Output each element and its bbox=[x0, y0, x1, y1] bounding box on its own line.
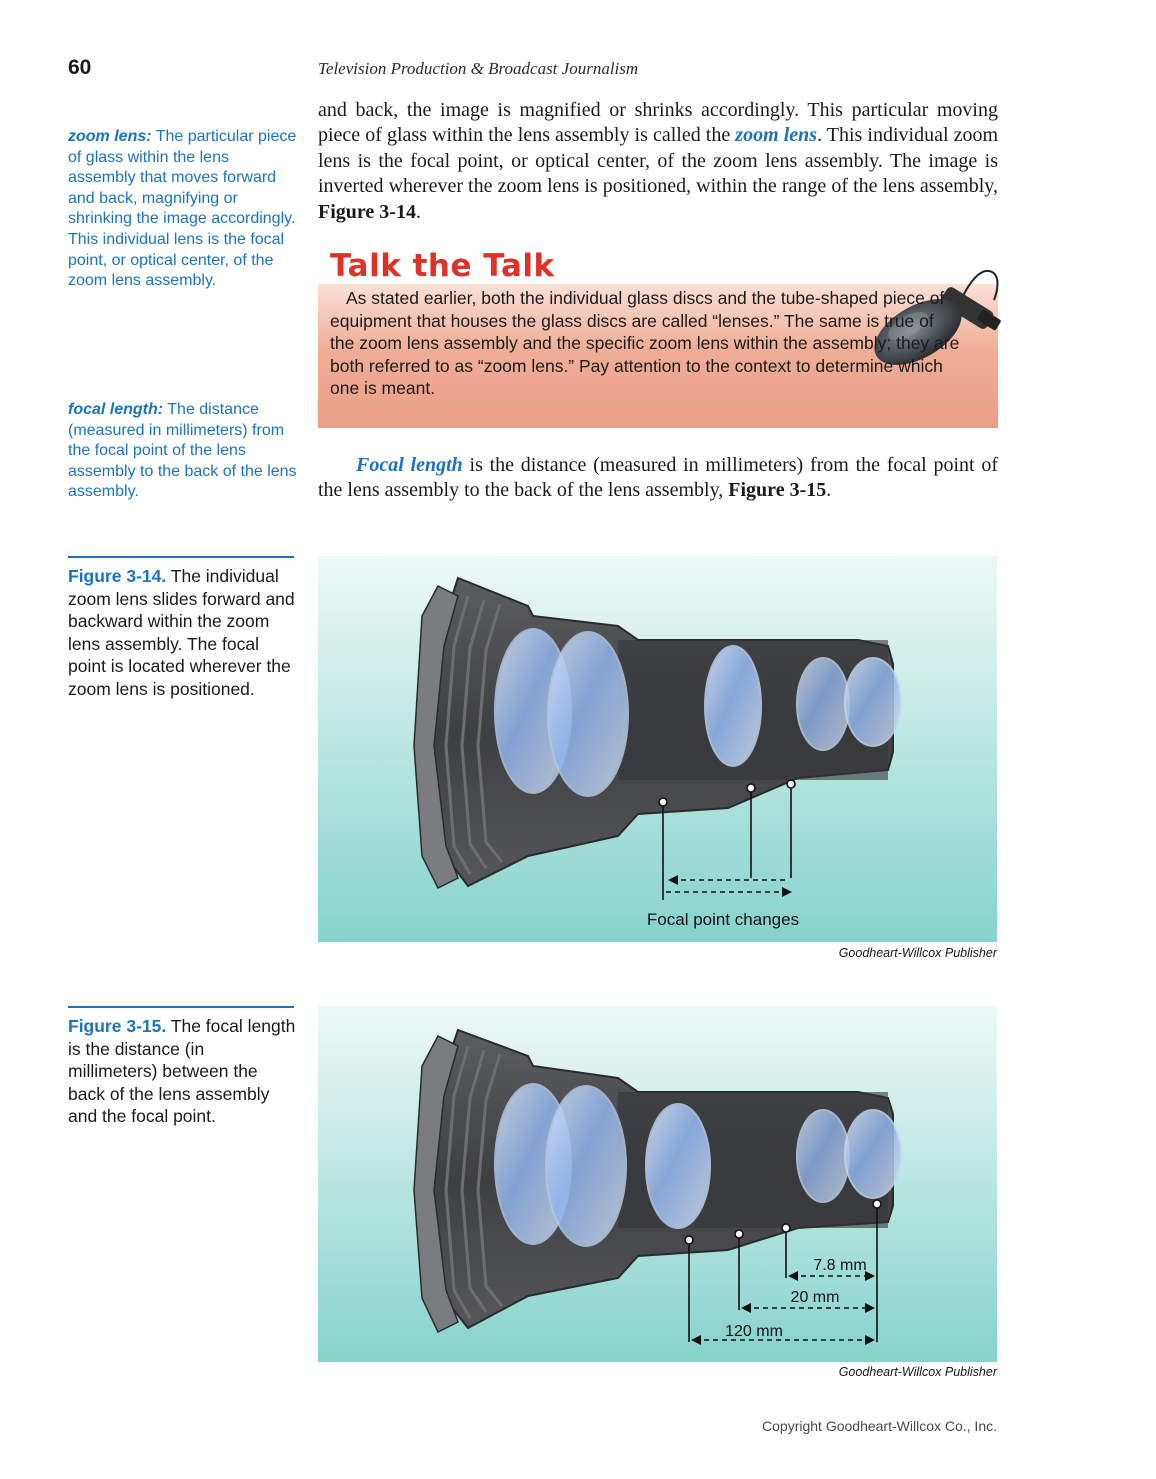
definition-text: The distance (measured in millimeters) from the focal point of the lens assembly to the back of the lens assembly. bbox=[68, 401, 297, 501]
talk-body-text bbox=[330, 287, 960, 400]
figure-3-15-illustration bbox=[318, 1006, 997, 1362]
page-number: 60 bbox=[68, 56, 92, 79]
figure-reference: Figure 3-14 bbox=[318, 200, 416, 223]
talk-the-talk-box bbox=[318, 246, 998, 428]
text-run: . bbox=[415, 200, 421, 223]
figure-credit: Goodheart-Willcox Publisher bbox=[838, 1365, 997, 1379]
figure-rule bbox=[68, 1006, 294, 1008]
focal-point-changes-label: Focal point changes bbox=[646, 910, 800, 929]
lens-disc bbox=[546, 1086, 626, 1246]
dimension-label-120mm: 120 mm bbox=[725, 1323, 783, 1340]
margin-definition-focal-length bbox=[68, 400, 298, 503]
copyright-notice: Copyright Goodheart-Willcox Co., Inc. bbox=[762, 1418, 997, 1434]
zoom-lens-disc bbox=[646, 1104, 710, 1228]
figure-credit: Goodheart-Willcox Publisher bbox=[838, 946, 997, 960]
keyword-focal-length: Focal length bbox=[356, 454, 463, 476]
caption-text: The focal length is the distance (in millimeters) between the back of the lens assembly and the focal point. bbox=[68, 1016, 296, 1127]
text-run: . bbox=[826, 479, 832, 502]
dimension-label-7-8mm: 7.8 mm bbox=[813, 1257, 867, 1274]
text-run: . This individual zoom lens is the focal point, or optical center, of the zoom lens assembly. The image is inverted wherever the zoom lens is positioned, within the range of the lens assembly, bbox=[318, 124, 999, 198]
margin-definition-zoom-lens bbox=[68, 127, 298, 292]
definition-term: zoom lens: bbox=[68, 128, 152, 145]
lens-disc bbox=[845, 1110, 901, 1198]
lens-disc bbox=[797, 658, 849, 750]
text-run: and back, the image is magnified or shrinks accordingly. This particular moving piece of glass within the lens assembly is called the bbox=[318, 99, 998, 147]
body-paragraph-2 bbox=[318, 453, 998, 504]
figure-reference: Figure 3-15 bbox=[728, 479, 827, 502]
figure-rule bbox=[68, 556, 294, 558]
lens-disc bbox=[548, 632, 628, 796]
lens-disc bbox=[845, 658, 901, 746]
figure-label: Figure 3-14. bbox=[68, 566, 167, 586]
running-header: Television Production & Broadcast Journalism bbox=[318, 59, 639, 78]
body-paragraph-1 bbox=[318, 98, 998, 225]
dimension-label-20mm: 20 mm bbox=[790, 1289, 840, 1306]
keyword-zoom-lens: zoom lens bbox=[735, 124, 818, 147]
figure-3-14-caption bbox=[68, 565, 298, 701]
lens-disc bbox=[797, 1110, 849, 1202]
definition-text: The particular piece of glass within the lens assembly that moves forward and back, magnifying or shrinking the image accordingly. This individual lens is the focal point, or optical center, of the zoom lens assembly. bbox=[68, 128, 297, 290]
figure-label: Figure 3-15. bbox=[68, 1016, 167, 1036]
figure-3-14-illustration bbox=[318, 556, 997, 942]
text-run: is the distance (measured in millimeters) from the focal point of the lens assembly to the back of the lens assembly, bbox=[318, 454, 999, 502]
caption-text: The individual zoom lens slides forward and backward within the zoom lens assembly. The focal point is located wherever the zoom lens is positioned. bbox=[68, 566, 295, 699]
text-run: As stated earlier, both the individual glass discs and the tube-shaped piece of equipment that houses the glass discs are called “lenses.” The same is true of the zoom lens assembly and the specific zoom lens within the assembly; they are both referred to as “zoom lens.” Pay attention to the context to determine which one is meant. bbox=[330, 288, 960, 399]
figure-3-15-caption bbox=[68, 1015, 298, 1128]
definition-term: focal length: bbox=[68, 401, 164, 418]
zoom-lens-disc bbox=[705, 646, 761, 766]
talk-title: Talk the Talk bbox=[330, 248, 555, 284]
